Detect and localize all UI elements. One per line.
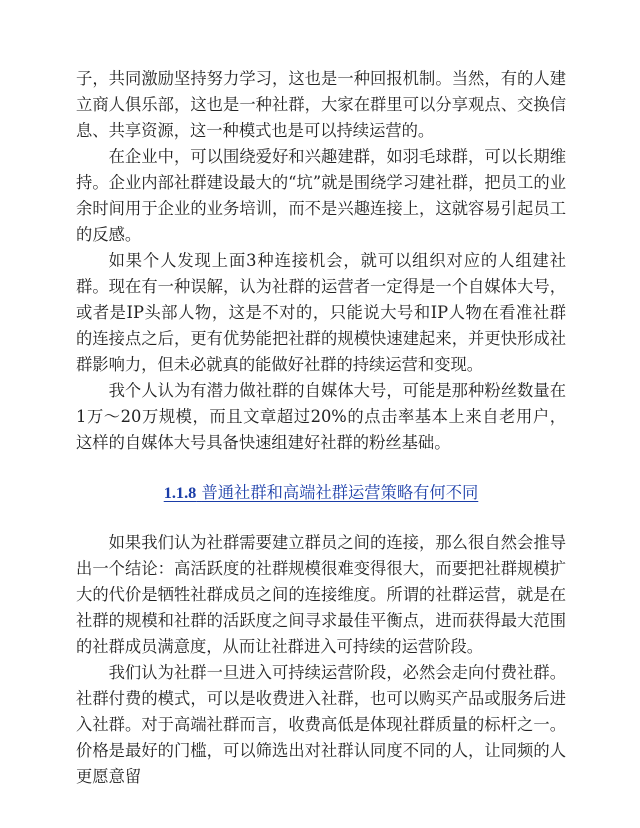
section-number: 1.1.8 xyxy=(163,483,197,502)
paragraph: 我个人认为有潜力做社群的自媒体大号，可能是那种粉丝数量在1万～20万规模，而且文章超过20%的点击率基本上来自老用户，这样的自媒体大号具备快速组建好社群的粉丝基础。 xyxy=(76,381,566,452)
paragraph: 我们认为社群一旦进入可持续运营阶段，必然会走向付费社群。社群付费的模式，可以是收费进入社群，也可以购买产品或服务后进入社群。对于高端社群而言，收费高低是体现社群质量的标杆之一。价格是最好的门槛，可以筛选出对社群认同度不同的人，让同频的人更愿意留 xyxy=(76,663,566,786)
document-page xyxy=(76,66,566,790)
paragraph: 在企业中，可以围绕爱好和兴趣建群，如羽毛球群，可以长期维持。企业内部社群建设最大的“坑”就是围绕学习建社群，把员工的业余时间用于企业的业务培训，而不是兴趣连接上，这就容易引起员工的反感。 xyxy=(76,147,566,244)
paragraph: 如果个人发现上面3种连接机会，就可以组织对应的人组建社群。现在有一种误解，认为社群的运营者一定得是一个自媒体大号，或者是IP头部人物，这是不对的，只能说大号和IP人物在看准社群的连接点之后，更有优势能把社群的规模快速建起来，并更快形成社群影响力，但未必就真的能做好社群的持续运营和变现。 xyxy=(76,251,566,374)
section-heading-link[interactable] xyxy=(164,483,479,502)
paragraph-continued: 子，共同激励坚持努力学习，这也是一种回报机制。当然，有的人建立商人俱乐部，这也是一种社群，大家在群里可以分享观点、交换信息、共享资源，这一种模式也是可以持续运营的。 xyxy=(76,69,566,140)
section-heading xyxy=(76,480,566,506)
paragraph: 如果我们认为社群需要建立群员之间的连接，那么很自然会推导出一个结论：高活跃度的社群规模很难变得很大，而要把社群规模扩大的代价是牺牲社群成员之间的连接维度。所谓的社群运营，就是在社群的规模和社群的活跃度之间寻求最佳平衡点，进而获得最大范围的社群成员满意度，从而让社群进入可持续的运营阶段。 xyxy=(76,533,566,656)
section-title: 普通社群和高端社群运营策略有何不同 xyxy=(201,483,479,502)
